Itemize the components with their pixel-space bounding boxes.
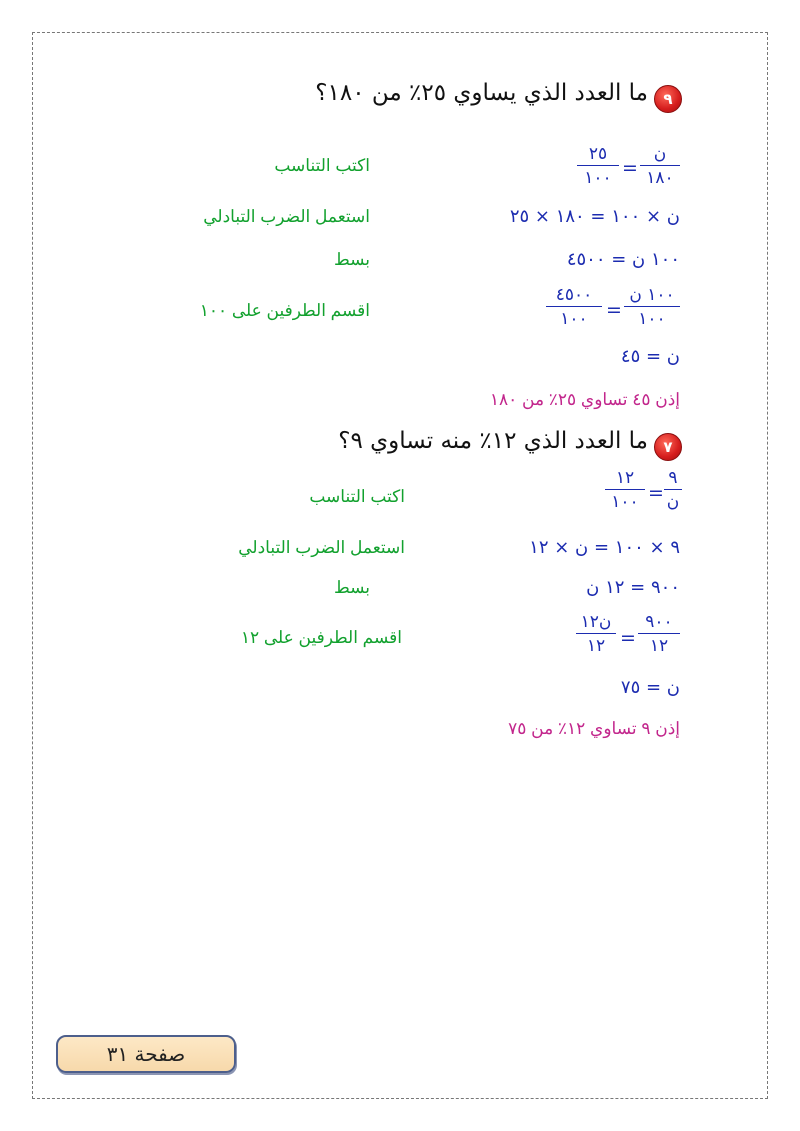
fraction-numerator: ن١٢ <box>580 612 612 632</box>
fraction-numerator: ٤٥٠٠ <box>555 285 593 305</box>
equation: ن = ٧٥ <box>620 677 680 698</box>
step-label: اكتب التناسب <box>274 156 370 175</box>
result-text: إذن ٩ تساوي ١٢٪ من ٧٥ <box>508 719 680 738</box>
fraction-numerator: ٩ <box>668 468 678 488</box>
question-number-badge: ٩ <box>654 85 682 113</box>
fraction-numerator: ن <box>653 144 667 164</box>
equals-sign: = <box>648 482 664 504</box>
fraction-denominator: ن <box>666 492 680 512</box>
question-title: ما العدد الذي ١٢٪ منه تساوي ٩؟ <box>338 428 648 454</box>
step-label: استعمل الضرب التبادلي <box>238 538 405 557</box>
fraction-left <box>605 468 645 512</box>
fraction-numerator: ٩٠٠ <box>645 612 673 632</box>
fraction-numerator: ١٠٠ ن <box>629 285 675 305</box>
fraction-denominator: ١٠٠ <box>638 309 666 329</box>
step-label: اقسم الطرفين على ١٢ <box>240 628 402 647</box>
equals-sign: = <box>620 627 636 649</box>
fraction-bar <box>576 633 616 634</box>
fraction-bar <box>605 489 645 490</box>
fraction-bar <box>640 165 680 166</box>
fraction-denominator: ١٠٠ <box>584 168 612 188</box>
fraction-denominator: ١٢ <box>649 636 669 656</box>
page-frame <box>32 32 768 1099</box>
question-title: ما العدد الذي يساوي ٢٥٪ من ١٨٠؟ <box>315 80 648 106</box>
question-number-badge: ٧ <box>654 433 682 461</box>
step-label: بسط <box>333 578 370 597</box>
equation: ٩ × ١٠٠ = ن × ١٢ <box>529 537 680 558</box>
fraction-left <box>576 612 616 656</box>
page-number-box <box>56 1035 236 1073</box>
fraction-right <box>640 144 680 188</box>
fraction-left <box>577 144 619 188</box>
step-label: بسط <box>333 250 370 269</box>
equals-sign: = <box>606 299 622 321</box>
fraction-denominator: ١٨٠ <box>646 168 674 188</box>
fraction-numerator: ١٢ <box>615 468 635 488</box>
equals-sign: = <box>622 157 638 179</box>
fraction-right <box>664 468 682 512</box>
fraction-denominator: ١٢ <box>586 636 606 656</box>
fraction-bar <box>664 489 682 490</box>
fraction-denominator: ١٠٠ <box>560 309 588 329</box>
fraction-right <box>624 285 680 329</box>
step-label: اكتب التناسب <box>309 487 405 506</box>
equation: ٩٠٠ = ١٢ ن <box>586 577 680 598</box>
fraction-bar <box>546 306 602 307</box>
step-label: استعمل الضرب التبادلي <box>203 207 370 226</box>
step-label: اقسم الطرفين على ١٠٠ <box>199 301 370 320</box>
fraction-numerator: ٢٥ <box>588 144 608 164</box>
equation: ١٠٠ ن = ٤٥٠٠ <box>566 249 680 270</box>
fraction-bar <box>577 165 619 166</box>
fraction-denominator: ١٠٠ <box>611 492 639 512</box>
page-number-label: صفحة ٣١ <box>106 1042 186 1066</box>
result-text: إذن ٤٥ تساوي ٢٥٪ من ١٨٠ <box>489 390 680 409</box>
fraction-right <box>638 612 680 656</box>
fraction-left <box>546 285 602 329</box>
fraction-bar <box>624 306 680 307</box>
equation: ن × ١٠٠ = ١٨٠ × ٢٥ <box>509 206 680 227</box>
fraction-bar <box>638 633 680 634</box>
equation: ن = ٤٥ <box>620 346 680 367</box>
